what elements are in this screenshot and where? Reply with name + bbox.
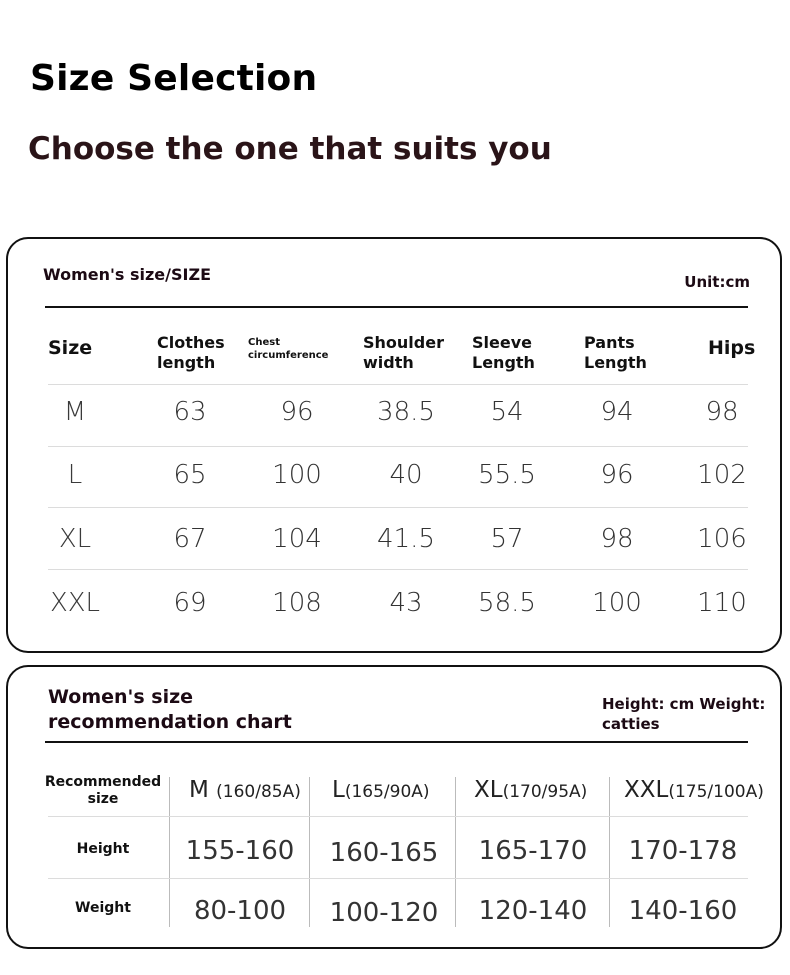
row-divider <box>48 446 748 447</box>
cell-hips: 110 <box>697 588 747 618</box>
cell-hips: 106 <box>697 524 747 554</box>
column-header-xl: XL(170/95A) <box>474 777 588 803</box>
cell-clothes-length: 65 <box>173 460 207 490</box>
cell-shoulder: 38.5 <box>377 397 435 427</box>
cell-size: XL <box>58 524 92 554</box>
recommendation-unit: Height: cm Weight: catties <box>602 695 766 733</box>
cell-pants: 96 <box>600 460 634 490</box>
row-label-weight: Weight <box>75 900 131 916</box>
recommendation-card <box>6 665 782 949</box>
header-hips: Hips <box>708 337 756 359</box>
cell-sleeve: 55.5 <box>478 460 536 490</box>
column-header-m: M (160/85A) <box>189 777 301 803</box>
cell-sleeve: 57 <box>490 524 524 554</box>
cell-shoulder: 40 <box>389 460 423 490</box>
size-chart-heading: Women's size/SIZE <box>43 265 211 284</box>
header-chest: Chest circumference <box>248 337 329 361</box>
cell-hips: 98 <box>705 397 739 427</box>
cell-hips: 102 <box>697 460 747 490</box>
header-shoulder: Shoulder width <box>363 333 444 372</box>
cell-weight: 100-120 <box>329 898 439 928</box>
cell-weight: 140-160 <box>628 896 738 926</box>
cell-size: M <box>63 397 87 427</box>
column-divider <box>609 777 610 927</box>
row-divider <box>48 816 748 817</box>
cell-size: L <box>67 460 83 490</box>
page-title: Size Selection <box>30 58 318 99</box>
cell-chest: 108 <box>272 588 322 618</box>
cell-sleeve: 54 <box>490 397 524 427</box>
cell-shoulder: 43 <box>389 588 423 618</box>
cell-height: 165-170 <box>478 836 588 866</box>
cell-chest: 96 <box>280 397 314 427</box>
cell-height: 170-178 <box>628 836 738 866</box>
row-divider <box>48 384 748 385</box>
header-size: Size <box>48 337 93 359</box>
cell-pants: 100 <box>592 588 642 618</box>
recommendation-heading: Women's size recommendation chart <box>48 686 292 733</box>
column-divider <box>455 777 456 927</box>
size-chart-unit: Unit:cm <box>684 273 750 291</box>
cell-chest: 104 <box>272 524 322 554</box>
cell-height: 160-165 <box>329 838 439 868</box>
cell-weight: 80-100 <box>193 896 287 926</box>
cell-clothes-length: 63 <box>173 397 207 427</box>
column-header-xxl: XXL(175/100A) <box>624 777 764 803</box>
column-header-l: L(165/90A) <box>332 777 430 803</box>
recommendation-divider <box>45 741 748 743</box>
row-divider <box>48 507 748 508</box>
size-chart-divider <box>45 306 748 308</box>
header-pants: Pants Length <box>584 333 647 372</box>
cell-shoulder: 41.5 <box>377 524 435 554</box>
row-label-height: Height <box>76 841 130 857</box>
row-divider <box>48 569 748 570</box>
recommended-size-label: Recommended size <box>44 774 162 807</box>
cell-height: 155-160 <box>185 836 295 866</box>
cell-clothes-length: 69 <box>173 588 207 618</box>
cell-pants: 94 <box>600 397 634 427</box>
cell-sleeve: 58.5 <box>478 588 536 618</box>
header-clothes-length: Clothes length <box>157 333 225 372</box>
row-divider <box>48 878 748 879</box>
cell-pants: 98 <box>600 524 634 554</box>
cell-weight: 120-140 <box>478 896 588 926</box>
header-sleeve: Sleeve Length <box>472 333 535 372</box>
cell-size: XXL <box>49 588 101 618</box>
page-subtitle: Choose the one that suits you <box>28 131 552 167</box>
cell-clothes-length: 67 <box>173 524 207 554</box>
size-chart-card <box>6 237 782 653</box>
cell-chest: 100 <box>272 460 322 490</box>
